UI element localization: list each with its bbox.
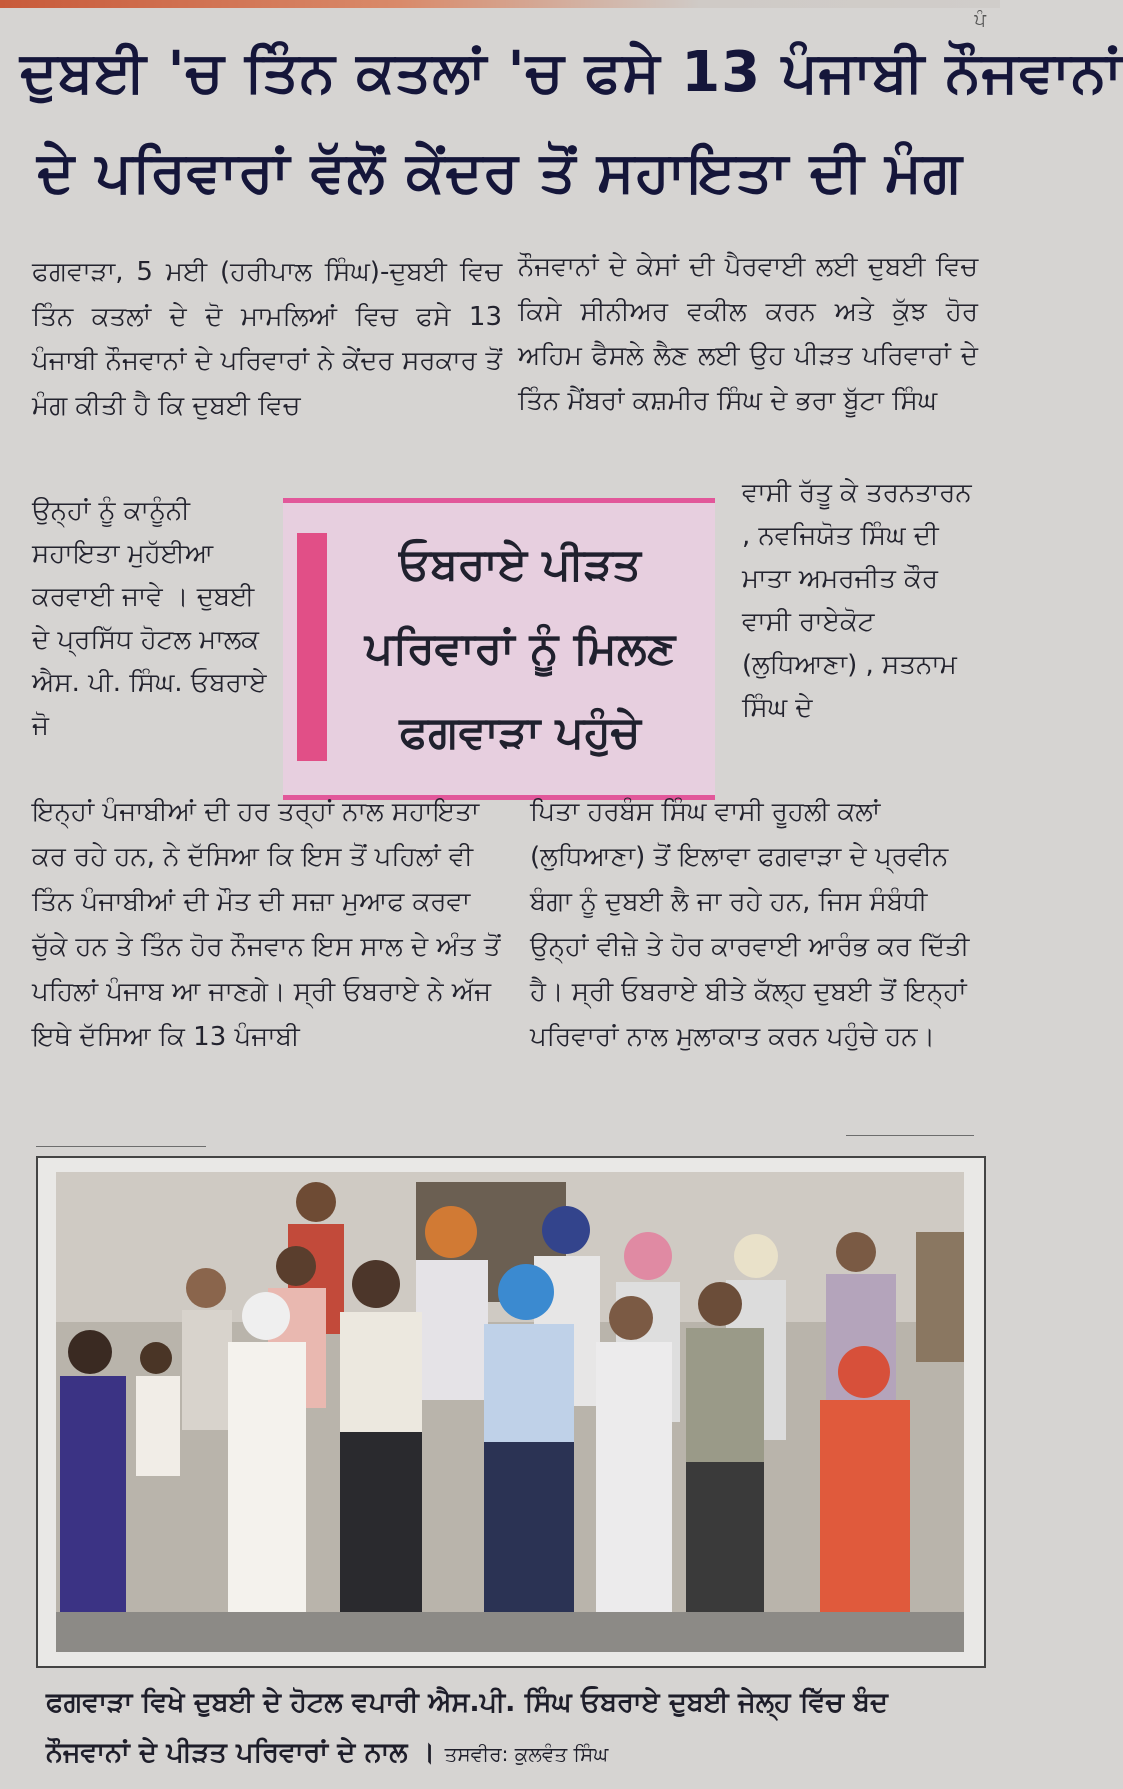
column-end-rule (846, 1135, 974, 1136)
pull-quote-accent-bar (297, 533, 327, 761)
page-folio: ਪੰ (974, 10, 986, 31)
left-column-bottom: ਇਨ੍ਹਾਂ ਪੰਜਾਬੀਆਂ ਦੀ ਹਰ ਤਰ੍ਹਾਂ ਨਾਲ ਸਹਾਇਤਾ ਕਰ ਰਹੇ ਹਨ, ਨੇ ਦੱਸਿਆ ਕਿ ਇਸ ਤੋਂ ਪਹਿਲਾਂ ਵੀ ਤਿੰਨ ਪੰਜਾਬੀਆਂ ਦੀ ਮੌਤ ਦੀ ਸਜ਼ਾ ਮੁਆਫ ਕਰਵਾ ਚੁੱਕੇ ਹਨ ਤੇ ਤਿੰਨ ਹੋਰ ਨੌਜਵਾਨ ਇਸ ਸਾਲ ਦੇ ਅੰਤ ਤੋਂ ਪਹਿਲਾਂ ਪੰਜਾਬ ਆ ਜਾਣਗੇ। ਸ੍ਰੀ ਓਬਰਾਏ ਨੇ ਅੱਜ ਇਥੇ ਦੱਸਿਆ ਕਿ 13 ਪੰਜਾਬੀ (32, 797, 501, 1052)
group-photo-illustration (56, 1172, 964, 1652)
right-column-wrap: ਵਾਸੀ ਰੱਤੂ ਕੇ ਤਰਨਤਾਰਨ , ਨਵਜਿਯੋਤ ਸਿੰਘ ਦੀ ਮਾਤਾ ਅਮਰਜੀਤ ਕੌਰ ਵਾਸੀ ਰਾਏਕੋਟ (ਲੁਧਿਆਣਾ) , ਸਤਨਾਮ ਸਿੰਘ ਦੇ (742, 478, 972, 723)
section-rule (36, 1146, 206, 1147)
torn-top-edge (0, 0, 1000, 8)
headline-line-2: ਦੇ ਪਰਿਵਾਰਾਂ ਵੱਲੋਂ ਕੇਂਦਰ ਤੋਂ ਸਹਾਇਤਾ ਦੀ ਮੰਗ (37, 140, 963, 205)
photo-caption-text: ਫਗਵਾੜਾ ਵਿਖੇ ਦੁਬਈ ਦੇ ਹੋਟਲ ਵਪਾਰੀ ਐਸ.ਪੀ. ਸਿੰਘ ਓਬਰਾਏ ਦੁਬਈ ਜੇਲ੍ਹ ਵਿੱਚ ਬੰਦ ਨੌਜਵਾਨਾਂ ਦੇ ਪੀੜਤ ਪਰਿਵਾਰਾਂ ਦੇ ਨਾਲ । (46, 1687, 888, 1768)
pull-quote-text (345, 523, 695, 775)
pull-quote-line-1: ਓਬਰਾਏ ਪੀੜਤ (399, 539, 641, 590)
photo-credit: ਤਸਵੀਰ: ਕੁਲਵੰਤ ਸਿੰਘ (444, 1742, 609, 1766)
group-photo (56, 1172, 964, 1652)
right-column-top-text: ਨੌਜਵਾਨਾਂ ਦੇ ਕੇਸਾਂ ਦੀ ਪੈਰਵਾਈ ਲਈ ਦੁਬਈ ਵਿਚ ਕਿਸੇ ਸੀਨੀਅਰ ਵਕੀਲ ਕਰਨ ਅਤੇ ਕੁੱਝ ਹੋਰ ਅਹਿਮ ਫੈਸਲੇ ਲੈਣ ਲਈ ਉਹ ਪੀੜਤ ਪਰਿਵਾਰਾਂ ਦੇ ਤਿੰਨ ਮੈਂਬਰਾਂ ਕਸ਼ਮੀਰ ਸਿੰਘ ਦੇ ਭਰਾ ਬੂੱਟਾ ਸਿੰਘ (518, 252, 978, 416)
photo-caption (46, 1678, 976, 1779)
right-column-top (518, 245, 978, 423)
left-column-wrap: ਉਨ੍ਹਾਂ ਨੂੰ ਕਾਨੂੰਨੀ ਸਹਾਇਤਾ ਮੁਹੱਈਆ ਕਰਵਾਈ ਜਾਵੇ । ਦੁਬਈ ਦੇ ਪ੍ਰਸਿੱਧ ਹੋਟਲ ਮਾਲਕ ਐਸ. ਪੀ. ਸਿੰਘ. ਓਬਰਾਏ ਜੋ (32, 496, 267, 741)
news-photo-frame (36, 1156, 986, 1668)
pull-quote-line-2: ਪਰਿਵਾਰਾਂ ਨੂੰ ਮਿਲਣ (364, 623, 676, 674)
pull-quote-box (283, 498, 715, 800)
right-column-bottom: ਪਿਤਾ ਹਰਬੰਸ ਸਿੰਘ ਵਾਸੀ ਰੂਹਲੀ ਕਲਾਂ (ਲੁਧਿਆਣਾ) ਤੋਂ ਇਲਾਵਾ ਫਗਵਾੜਾ ਦੇ ਪ੍ਰਵੀਨ ਬੰਗਾ ਨੂੰ ਦੁਬਈ ਲੈ ਜਾ ਰਹੇ ਹਨ, ਜਿਸ ਸੰਬੰਧੀ ਉਨ੍ਹਾਂ ਵੀਜ਼ੇ ਤੇ ਹੋਰ ਕਾਰਵਾਈ ਆਰੰਭ ਕਰ ਦਿੱਤੀ ਹੈ। ਸ੍ਰੀ ਓਬਰਾਏ ਬੀਤੇ ਕੱਲ੍ਹ ਦੁਬਈ ਤੋਂ ਇਨ੍ਹਾਂ ਪਰਿਵਾਰਾਂ ਨਾਲ ਮੁਲਾਕਾਤ ਕਰਨ ਪਹੁੰਚੇ ਹਨ। (530, 797, 970, 1052)
headline-line-1: ਦੁਬਈ 'ਚ ਤਿੰਨ ਕਤਲਾਂ 'ਚ ਫਸੇ 13 ਪੰਜਾਬੀ ਨੌਜਵਾਨਾਂ (20, 40, 1123, 105)
pull-quote-line-3: ਫਗਵਾੜਾ ਪਹੁੰਚੇ (399, 707, 641, 758)
left-column-top-text: ਫਗਵਾੜਾ, 5 ਮਈ (ਹਰੀਪਾਲ ਸਿੰਘ)-ਦੁਬਈ ਵਿਚ ਤਿੰਨ ਕਤਲਾਂ ਦੇ ਦੋ ਮਾਮਲਿਆਂ ਵਿਚ ਫਸੇ 13 ਪੰਜਾਬੀ ਨੌਜਵਾਨਾਂ ਦੇ ਪਰਿਵਾਰਾਂ ਨੇ ਕੇਂਦਰ ਸਰਕਾਰ ਤੋਂ ਮੰਗ ਕੀਤੀ ਹੈ ਕਿ ਦੁਬਈ ਵਿਚ (32, 257, 502, 421)
left-column-top (32, 250, 502, 428)
